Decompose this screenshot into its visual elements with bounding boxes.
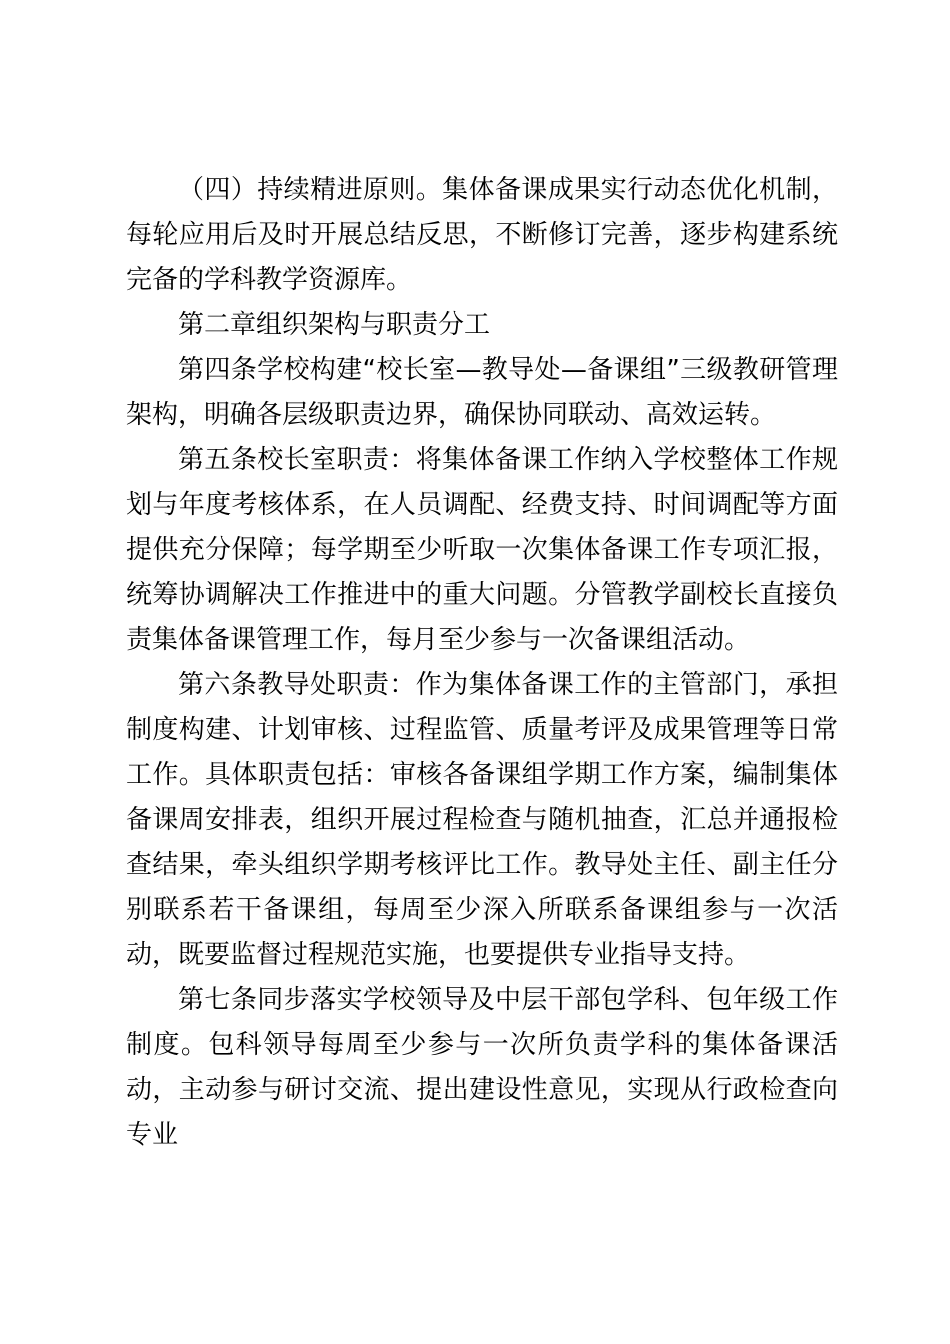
article-seven-paragraph: 第七条同步落实学校领导及中层干部包学科、包年级工作制度。包科领导每周至少参与一次所负责学科的集体备课活动，主动参与研讨交流、提出建设性意见，实现从行政检查向专业 — [126, 985, 838, 1150]
principle-four-paragraph: （四）持续精进原则。集体备课成果实行动态优化机制，每轮应用后及时开展总结反思，不断修订完善，逐步构建系统完备的学科教学资源库。 — [126, 175, 838, 295]
article-four-paragraph: 第四条学校构建“校长室—教导处—备课组”三级教研管理架构，明确各层级职责边界，确保协同联动、高效运转。 — [126, 355, 838, 430]
document-body — [126, 168, 838, 1158]
article-six-paragraph: 第六条教导处职责：作为集体备课工作的主管部门，承担制度构建、计划审核、过程监管、质量考评及成果管理等日常工作。具体职责包括：审核各备课组学期工作方案，编制集体备课周安排表，组织开展过程检查与随机抽查，汇总并通报检查结果，牵头组织学期考核评比工作。教导处主任、副主任分别联系若干备课组，每周至少深入所联系备课组参与一次活动，既要监督过程规范实施，也要提供专业指导支持。 — [126, 670, 838, 970]
chapter-two-heading: 第二章组织架构与职责分工 — [178, 310, 491, 340]
article-five-paragraph: 第五条校长室职责：将集体备课工作纳入学校整体工作规划与年度考核体系，在人员调配、经费支持、时间调配等方面提供充分保障；每学期至少听取一次集体备课工作专项汇报，统筹协调解决工作推进中的重大问题。分管教学副校长直接负责集体备课管理工作，每月至少参与一次备课组活动。 — [126, 445, 838, 655]
